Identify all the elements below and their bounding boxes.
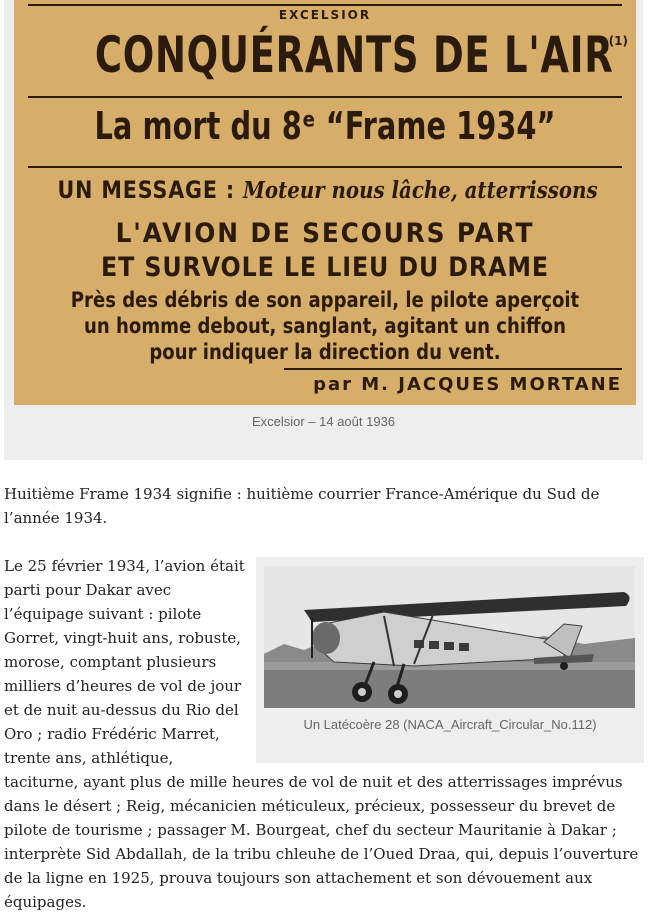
byline-rule xyxy=(284,368,622,370)
latecoere-28-photo xyxy=(264,566,635,708)
newspaper-clipping-image xyxy=(14,0,636,405)
clipping-footnote-mark: (1) xyxy=(608,34,628,48)
clipping-avion-line-1: L'AVION DE SECOURS PART xyxy=(115,218,535,249)
clipping-subhead: La mort du 8ᵉ “Frame 1934” xyxy=(94,104,556,148)
clipping-message-label: UN MESSAGE : xyxy=(57,176,235,204)
figure1-caption: Excelsior – 14 août 1936 xyxy=(251,414,396,429)
clipping-avion-line-2: ET SURVOLE LE LIEU DU DRAME xyxy=(101,252,549,283)
clipping-pres-line-2: un homme debout, sanglant, agitant un chiffon xyxy=(84,314,566,338)
clipping-message-line xyxy=(57,176,598,204)
clipping-pres-line-3: pour indiquer la direction du vent. xyxy=(149,340,501,364)
clipping-byline: par M. JACQUES MORTANE xyxy=(313,374,622,395)
newspaper-figure xyxy=(4,0,643,460)
top-rule xyxy=(28,4,622,6)
clipping-masthead: EXCELSIOR xyxy=(278,8,372,22)
clipping-headline: CONQUÉRANTS DE L'AIR xyxy=(94,26,614,84)
figure2-caption: Un Latécoère 28 (NACA_Aircraft_Circular_No.112) xyxy=(303,717,597,732)
subhead-rule xyxy=(28,166,622,168)
paragraph-crew-text: Le 25 février 1934, l’avion était parti pour Dakar avec l’équipage suivant : pilote Gorret, vingt-huit ans, robuste, morose, comptant plusieurs milliers d’heures de vol de jour et de nuit au-dessus du Rio del Oro ; radio Frédéric Marret, trente ans, athlétique, taciturne, ayant plus de mille heures de vol de nuit et des atterrissages imprévus dans le désert ; Reig, mécanicien méticuleux, précieux, possesseur du brevet de pilote de tourisme ; passager M. Bourgeat, chef du secteur Mauritanie à Dakar ; interprète Sid Abdallah, de la tribu chleuhe de l’Oued Draa, qui, depuis l’ouverture de la ligne en 1925, prouva toujours son attachement et son dévouement aux équipages. xyxy=(4,557,639,911)
airplane-figure xyxy=(256,557,644,763)
clipping-message-text: Moteur nous lâche, atterrissons xyxy=(243,177,598,204)
headline-rule xyxy=(28,96,622,98)
paragraph-frame-meaning: Huitième Frame 1934 signifie : huitième courrier France-Amérique du Sud de l’année 1934. xyxy=(4,485,600,527)
clipping-pres-line-1: Près des débris de son appareil, le pilote aperçoit xyxy=(70,288,580,312)
airplane-illustration xyxy=(264,566,635,708)
